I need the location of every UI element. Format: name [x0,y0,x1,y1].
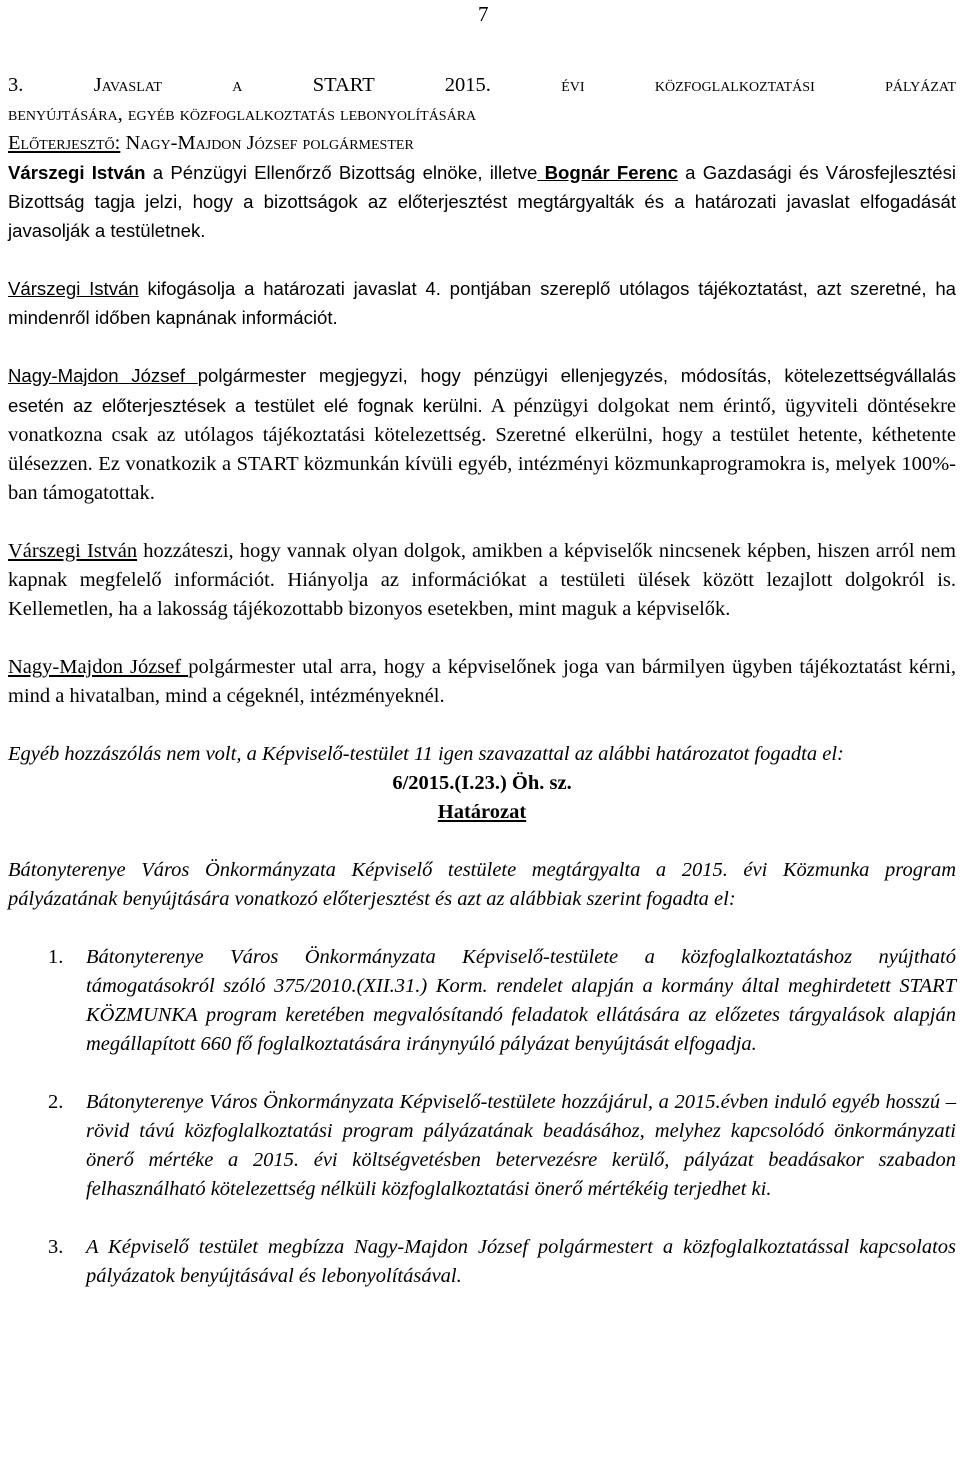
agenda-heading-line2: benyújtására, egyéb közfoglalkoztatás lebonyolítására [8,103,477,125]
agenda-heading-line3 [8,129,956,158]
paragraph-mayor-remark: Nagy-Majdon József polgármester megjegyzi, hogy pénzügyi ellenjegyzés, módosítás, kötelezettségvállalás esetén az előterjesztések a testület elé fognak kerülni. A pénzügyi dolgokat nem érintő, ügyviteli döntésekre vonatkozna csak az utólagos tájékoztatási kötelezettség. Szeretné elkerülni, hogy a testület hetente, kéthetente ülésezzen. Ez vonatkozik a START közmunkán kívüli egyéb, intézményi közmunkaprogramokra is, melyek 100%-ban támogatottak. [8,365,957,504]
paragraph-addition: Várszegi István hozzáteszi, hogy vannak olyan dolgok, amikben a képviselők nincsenek képben, hiszen arról nem kapnak megfelelő információt. Hiányolja az információkat a testületi ülések között lezajlott dolgokról is. Kellemetlen, ha a lakosság tájékozottabb bizonyos esetekben, mint maguk a képviselők. [8,540,957,620]
resolution-items [8,943,956,1291]
paragraph-objection: Várszegi István kifogásolja a határozati javaslat 4. pontjában szereplő utólagos tájékoztatást, azt szeretné, ha mindenről időben kapnának információt. [8,278,956,328]
list-item: 3. A Képviselő testület megbízza Nagy-Majdon József polgármestert a közfoglalkoztatással kapcsolatos pályázatok benyújtásával és lebonyolításával. [48,1236,956,1287]
paragraph-mayor-reply: Nagy-Majdon József polgármester utal arra, hogy a képviselőnek joga van bármilyen ügyben tájékoztatást kérni, mind a hivatalban, mind a cégeknél, intézményeknél. [8,656,957,707]
speaker-name: Nagy-Majdon József [8,656,189,678]
speaker-name: Várszegi István [8,540,138,562]
resolution-title: Határozat [437,801,527,823]
list-item: 2. Bátonyterenye Város Önkormányzata Képviselő-testülete hozzájárul, a 2015.évben induló egyéb hosszú – rövid távú közfoglalkoztatási program pályázatának beadásához, melyhez kapcsolódó önkormányzati önerő mértéke a 2015. évi költségvetésben betervezésre kerülő, pályázat beadásakor szabadon felhasználható kötelezettség nélküli közfoglalkoztatási önerő mértékéig terjedhet ki. [48,1091,956,1200]
agenda-title-line1: Javaslat a START 2015. évi közfoglalkoztatási pályázat [93,74,957,96]
speaker-name: Bognár Ferenc [537,162,678,183]
resolution-intro: Bátonyterenye Város Önkormányzata Képviselő testülete megtárgyalta a 2015. évi Közmunka program pályázatának benyújtására vonatkozó előterjesztést és azt az alábbiak szerint fogadta el: [8,859,956,910]
agenda-number: 3. [8,74,94,96]
paragraph-committee-report: Várszegi István a Pénzügyi Ellenőrző Bizottság elnöke, illetve Bognár Ferenc a Gazdasági és Városfejlesztési Bizottság tagja jelzi, hogy a bizottságok az előterjesztést megtárgyalták és a határozati javaslat elfogadását javasolják a testületnek. [8,162,957,241]
speaker-name: Várszegi István [8,278,139,299]
agenda-heading-line1 [8,71,956,100]
speaker-name: Várszegi István [8,162,146,183]
presenter-label: Előterjesztő: [8,132,121,154]
resolution-number: 6/2015.(I.23.) Öh. sz. [392,772,572,794]
document-body [8,71,956,1291]
presenter-name: Nagy-Majdon József polgármester [120,132,414,154]
speaker-name: Nagy-Majdon József [8,365,198,386]
vote-statement: Egyéb hozzászólás nem volt, a Képviselő-testület 11 igen szavazattal az alábbi határozatot fogadta el: [8,743,844,765]
list-item: 1. Bátonyterenye Város Önkormányzata Képviselő-testülete a közfoglalkoztatáshoz nyújtható támogatásokról szóló 375/2010.(XII.31.) Korm. rendelet alapján a kormány által meghirdetett START KÖZMUNKA program keretében megvalósítandó feladatok ellátására az előzetes tárgyalások alapján megállapított 660 fő foglalkoztatására iránynyúló pályázat benyújtását elfogadja. [48,946,956,1055]
page-number: 7 [478,2,489,26]
